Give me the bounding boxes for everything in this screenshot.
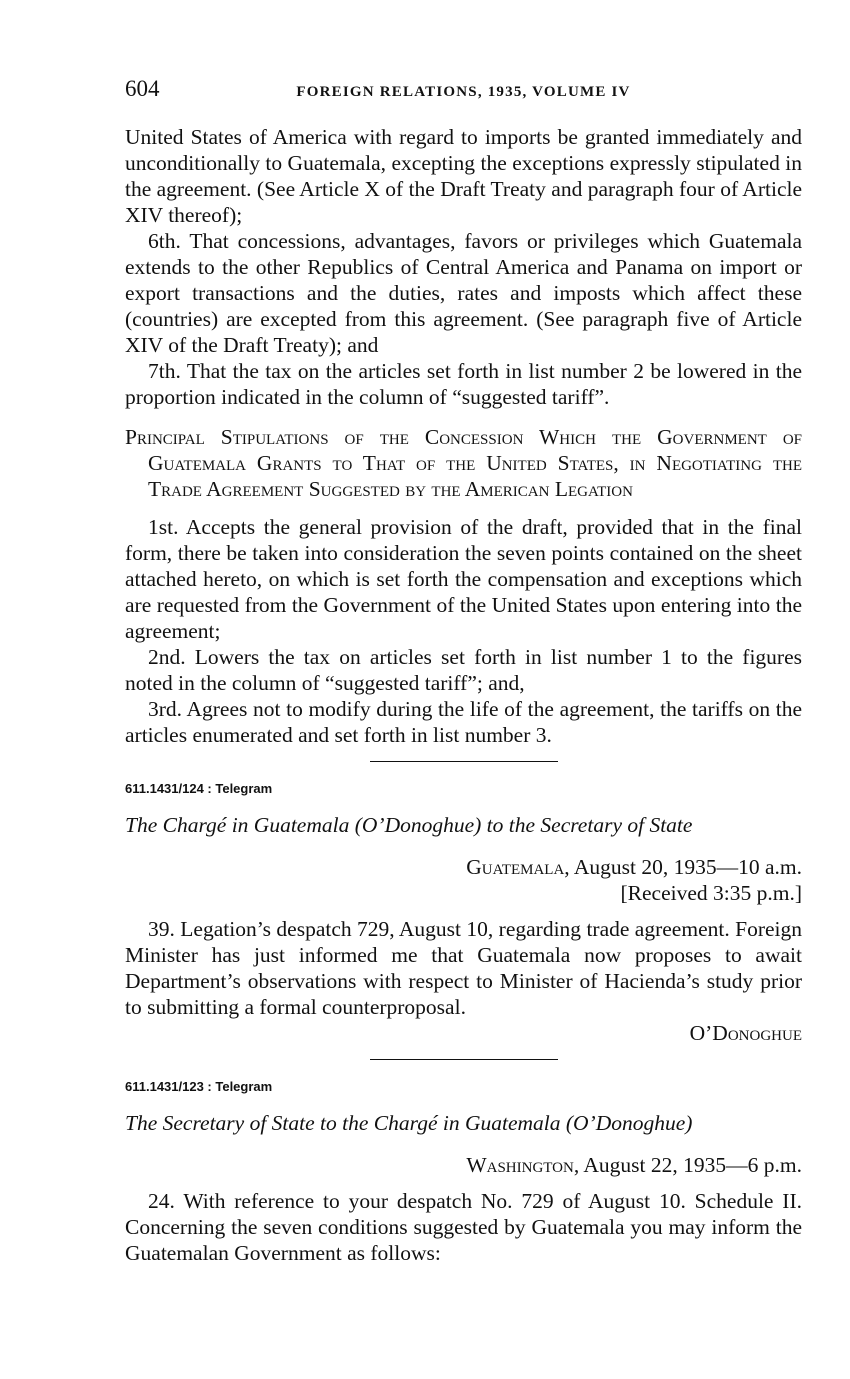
dateline (125, 854, 802, 880)
telegram-text: 24. With reference to your despatch No. 729 of August 10. Schedule II. Concerning the seven conditions suggested by Guatemala you may inform the Guatemalan Government as follows: (125, 1189, 802, 1265)
section-heading: Principal Stipulations of the Concession Which the Government of Guatemala Grants to That of the United States, in Negotiating the Trade Agreement Suggested by the American Legation (125, 425, 802, 501)
paragraph-7th: 7th. That the tax on the articles set forth in list number 2 be lowered in the proportion indicated in the column of “suggested tariff”. (125, 359, 802, 409)
stipulation-3rd: 3rd. Agrees not to modify during the life of the agreement, the tariffs on the articles enumerated and set forth in list number 3. (125, 697, 802, 747)
running-head: FOREIGN RELATIONS, 1935, VOLUME IV (296, 84, 631, 100)
document-page (125, 76, 802, 1266)
dateline-place: Washington, (466, 1153, 580, 1177)
page-header (125, 76, 802, 106)
dateline-date: August 20, 1935—10 a.m. (569, 855, 802, 879)
page-number: 604 (125, 76, 160, 101)
continued-paragraph: United States of America with regard to imports be granted immediately and unconditionally to Guatemala, excepting the exceptions expressly stipulated in the agreement. (See Article X of the Draft Treaty and paragraph four of Article XIV thereof); (125, 125, 802, 227)
received-line: [Received 3:35 p.m.] (620, 881, 802, 905)
section-divider (370, 1059, 558, 1060)
document-title: The Secretary of State to the Chargé in Guatemala (O’Donoghue) (125, 1111, 693, 1135)
dateline-date: August 22, 1935—6 p.m. (579, 1153, 802, 1177)
dateline (125, 1152, 802, 1178)
telegram-text: 39. Legation’s despatch 729, August 10, regarding trade agreement. Foreign Minister has just informed me that Guatemala now proposes to await Department’s observations with respect to Minister of Hacienda’s study prior to submitting a formal counterproposal. (125, 917, 802, 1019)
stipulation-1st: 1st. Accepts the general provision of the draft, provided that in the final form, there be taken into consideration the seven points contained on the sheet attached hereto, on which is set forth the compensation and exceptions which are requested from the Government of the United States upon entering into the agreement; (125, 515, 802, 643)
stipulation-2nd: 2nd. Lowers the tax on articles set forth in list number 1 to the figures noted in the column of “suggested tariff”; and, (125, 645, 802, 695)
document-reference: 611.1431/123 : Telegram (125, 1079, 273, 1094)
document-reference: 611.1431/124 : Telegram (125, 781, 273, 796)
signature: O’Donoghue (689, 1021, 802, 1045)
document-title: The Chargé in Guatemala (O’Donoghue) to the Secretary of State (125, 813, 693, 837)
section-divider (370, 761, 558, 762)
paragraph-6th: 6th. That concessions, advantages, favors or privileges which Guatemala extends to the other Republics of Central America and Panama on import or export transactions and the duties, rates and imposts which affect these (countries) are excepted from this agreement. (See paragraph five of Article XIV of the Draft Treaty); and (125, 229, 802, 357)
dateline-place: Guatemala, (466, 855, 570, 879)
